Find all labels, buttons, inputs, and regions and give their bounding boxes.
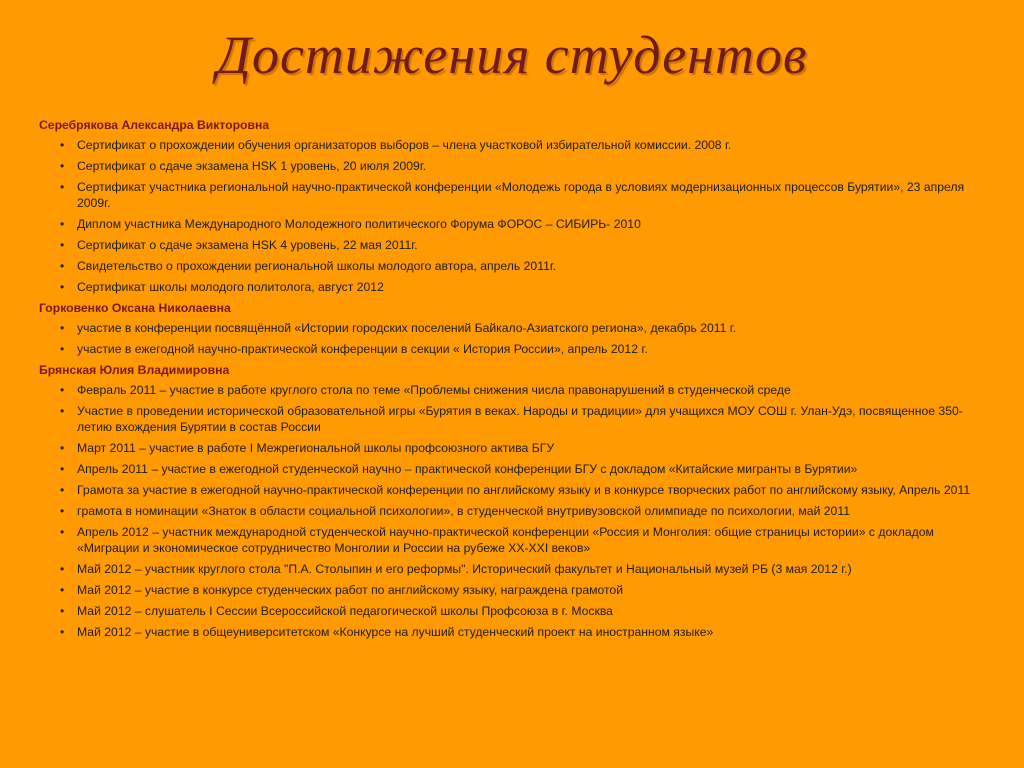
list-item bbox=[39, 216, 989, 232]
list-item-text: Сертификат о сдаче экзамена HSK 4 уровень, 22 мая 2011г. bbox=[77, 238, 418, 252]
list-item bbox=[39, 624, 989, 640]
bullet-icon: • bbox=[60, 625, 65, 639]
list-item bbox=[39, 320, 989, 336]
list-item-text: Май 2012 – участие в конкурсе студенческих работ по английскому языку, награждена грамотой bbox=[77, 583, 624, 597]
bullet-icon: • bbox=[60, 483, 65, 497]
list-item bbox=[39, 461, 989, 477]
list-item bbox=[39, 341, 989, 357]
bullet-icon: • bbox=[60, 462, 65, 476]
list-item-text: Грамота за участие в ежегодной научно-практической конференции по английскому языку и в конкурсе творческих работ по английскому языку, Апрель 2011 bbox=[77, 483, 971, 497]
achievements-list bbox=[39, 117, 989, 645]
list-item bbox=[39, 482, 989, 498]
achievement-items bbox=[39, 320, 989, 357]
list-item bbox=[39, 237, 989, 253]
list-item-text: грамота в номинации «Знаток в области социальной психологии», в студенческой внутривузовской олимпиаде по психологии, май 2011 bbox=[77, 504, 850, 518]
list-item-text: Сертификат участника региональной научно-практической конференции «Молодежь города в условиях модернизационных процессов Бурятии», 23 апреля 2009г. bbox=[77, 180, 965, 210]
list-item bbox=[39, 561, 989, 577]
bullet-icon: • bbox=[60, 159, 65, 173]
list-item bbox=[39, 382, 989, 398]
list-item-text: Апрель 2012 – участник международной студенческой научно-практической конференции «Россия и Монголия: общие страницы истории» с докладом «Миграции и экономическое сотрудничество Монголии и России на рубеже XX-XXI веков» bbox=[77, 525, 934, 555]
list-item-text: участие в конференции посвящённой «Истории городских поселений Байкало-Азиатского региона», декабрь 2011 г. bbox=[77, 321, 737, 335]
list-item bbox=[39, 158, 989, 174]
list-item bbox=[39, 503, 989, 519]
list-item-text: Сертификат о прохождении обучения организаторов выборов – члена участковой избирательной комиссии. 2008 г. bbox=[77, 138, 732, 152]
list-item-text: Май 2012 – участие в общеуниверситетском «Конкурсе на лучший студенческий проект на иностранном языке» bbox=[77, 625, 714, 639]
student-name: Брянская Юлия Владимировна bbox=[39, 363, 230, 377]
list-item-text: участие в ежегодной научно-практической конференции в секции « История России», апрель 2012 г. bbox=[77, 342, 648, 356]
list-item bbox=[39, 603, 989, 619]
bullet-icon: • bbox=[60, 441, 65, 455]
student-name: Горковенко Оксана Николаевна bbox=[39, 301, 231, 315]
list-item-text: Май 2012 – участник круглого стола "П.А. Столыпин и его реформы". Исторический факультет и Национальный музей РБ (3 мая 2012 г.) bbox=[77, 562, 852, 576]
bullet-icon: • bbox=[60, 138, 65, 152]
list-item bbox=[39, 403, 989, 435]
bullet-icon: • bbox=[60, 180, 65, 194]
bullet-icon: • bbox=[60, 280, 65, 294]
bullet-icon: • bbox=[60, 321, 65, 335]
bullet-icon: • bbox=[60, 525, 65, 539]
bullet-icon: • bbox=[60, 583, 65, 597]
list-item-text: Май 2012 – слушатель I Сессии Всероссийской педагогической школы Профсоюза в г. Москва bbox=[77, 604, 613, 618]
list-item-text: Сертификат школы молодого политолога, август 2012 bbox=[77, 280, 384, 294]
list-item-text: Апрель 2011 – участие в ежегодной студенческой научно – практической конференции БГУ с докладом «Китайские мигранты в Бурятии» bbox=[77, 462, 858, 476]
slide-title: Достижения студентов bbox=[216, 25, 808, 85]
list-item bbox=[39, 137, 989, 153]
list-item bbox=[39, 440, 989, 456]
list-item-text: Диплом участника Международного Молодежного политического Форума ФОРОС – СИБИРЬ- 2010 bbox=[77, 217, 641, 231]
achievement-items bbox=[39, 382, 989, 640]
bullet-icon: • bbox=[60, 404, 65, 418]
bullet-icon: • bbox=[60, 383, 65, 397]
bullet-icon: • bbox=[60, 562, 65, 576]
list-item bbox=[39, 258, 989, 274]
list-item-text: Сертификат о сдаче экзамена HSK 1 уровень, 20 июля 2009г. bbox=[77, 159, 427, 173]
bullet-icon: • bbox=[60, 504, 65, 518]
bullet-icon: • bbox=[60, 604, 65, 618]
bullet-icon: • bbox=[60, 217, 65, 231]
list-item-text: Февраль 2011 – участие в работе круглого стола по теме «Проблемы снижения числа правонарушений в студенческой среде bbox=[77, 383, 791, 397]
list-item bbox=[39, 582, 989, 598]
list-item bbox=[39, 524, 989, 556]
list-item bbox=[39, 179, 989, 211]
student-name: Серебрякова Александра Викторовна bbox=[39, 118, 270, 132]
list-item-text: Участие в проведении исторической образовательной игры «Бурятия в веках. Народы и традиции» для учащихся МОУ СОШ г. Улан-Удэ, посвященное 350-летию вхождения Бурятии в состав России bbox=[77, 404, 963, 434]
list-item-text: Март 2011 – участие в работе I Межрегиональной школы профсоюзного актива БГУ bbox=[77, 441, 555, 455]
list-item-text: Свидетельство о прохождении региональной школы молодого автора, апрель 2011г. bbox=[77, 259, 557, 273]
bullet-icon: • bbox=[60, 259, 65, 273]
bullet-icon: • bbox=[60, 342, 65, 356]
bullet-icon: • bbox=[60, 238, 65, 252]
achievement-items bbox=[39, 137, 989, 295]
list-item bbox=[39, 279, 989, 295]
